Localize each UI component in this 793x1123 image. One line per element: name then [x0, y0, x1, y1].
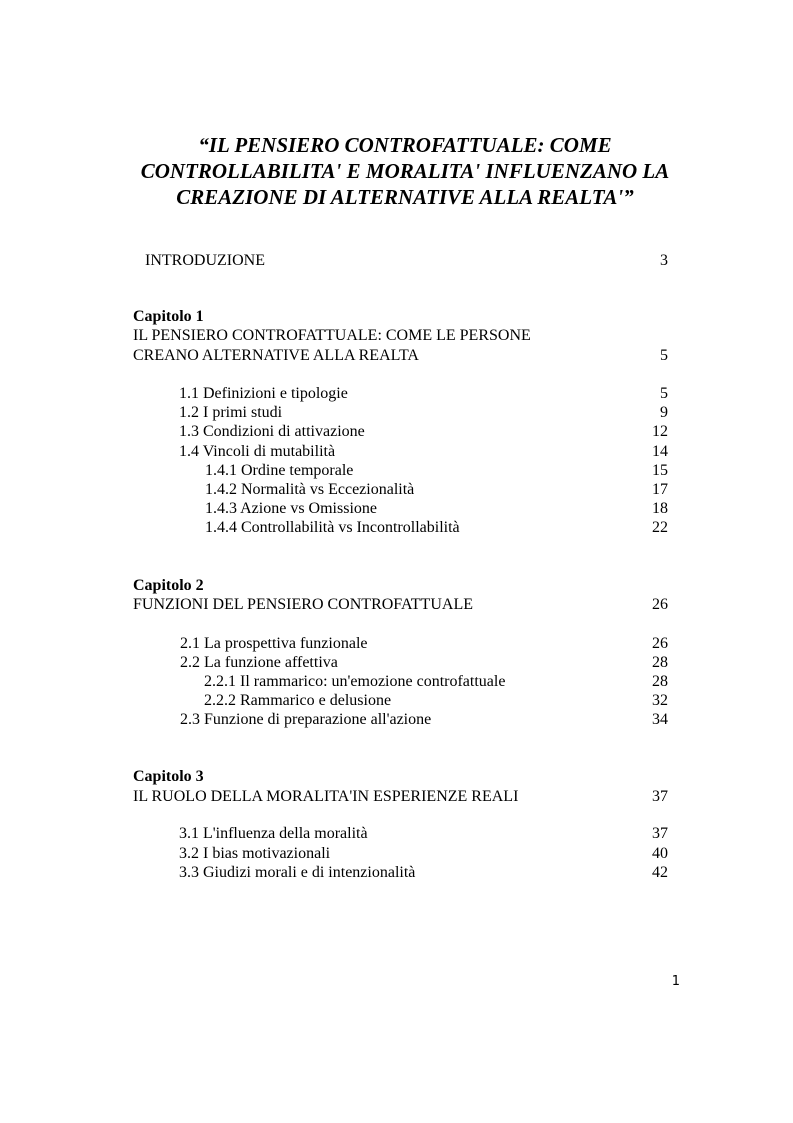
- toc-entry-page: 40: [652, 845, 668, 862]
- document-title: [100, 132, 710, 210]
- toc-subentry-page: 32: [652, 692, 668, 709]
- chapter-2-heading: Capitolo 2: [133, 577, 204, 594]
- toc-entry-label: 1.2 I primi studi: [179, 404, 283, 421]
- chapter-1-page: 5: [660, 347, 668, 364]
- title-line-3: CREAZIONE DI ALTERNATIVE ALLA REALTA'”: [176, 185, 634, 209]
- toc-subentry-label: 1.4.1 Ordine temporale: [205, 462, 354, 479]
- chapter-3-heading: Capitolo 3: [133, 768, 204, 785]
- toc-subentry-label: 1.4.3 Azione vs Omissione: [205, 500, 377, 517]
- toc-subentry-label: 2.2.2 Rammarico e delusione: [204, 692, 392, 709]
- toc-entry-label: 2.1 La prospettiva funzionale: [180, 635, 368, 652]
- toc-subentry-page: 17: [652, 481, 668, 498]
- toc-entry-label: 2.2 La funzione affettiva: [180, 654, 338, 671]
- toc-entry-label: 1.4 Vincoli di mutabilità: [179, 443, 336, 460]
- toc-entry-page: 26: [652, 635, 668, 652]
- toc-entry-label: 1.3 Condizioni di attivazione: [179, 423, 365, 440]
- chapter-1-title-line-2: CREANO ALTERNATIVE ALLA REALTA: [133, 347, 419, 364]
- toc-entry-label: 2.3 Funzione di preparazione all'azione: [180, 711, 432, 728]
- toc-entry-page: 28: [652, 654, 668, 671]
- title-line-2: CONTROLLABILITA' E MORALITA' INFLUENZANO LA: [140, 159, 670, 183]
- toc-subentry-label: 1.4.4 Controllabilità vs Incontrollabilità: [205, 519, 460, 536]
- chapter-1-title-line-1: IL PENSIERO CONTROFATTUALE: COME LE PERSONE: [133, 327, 531, 344]
- toc-entry-label: 1.1 Definizioni e tipologie: [179, 385, 348, 402]
- title-line-1: “IL PENSIERO CONTROFATTUALE: COME: [198, 133, 612, 157]
- toc-entry-page: 5: [660, 385, 668, 402]
- chapter-3-title: IL RUOLO DELLA MORALITA'IN ESPERIENZE REALI: [133, 788, 519, 805]
- toc-subentry-label: 2.2.1 Il rammarico: un'emozione controfattuale: [204, 673, 506, 690]
- toc-subentry-page: 22: [652, 519, 668, 536]
- chapter-3-page: 37: [652, 788, 668, 805]
- toc-entry-page: 42: [652, 864, 668, 881]
- chapter-2-page: 26: [652, 596, 668, 613]
- page-number: 1: [671, 974, 680, 989]
- toc-subentry-page: 28: [652, 673, 668, 690]
- chapter-2-title: FUNZIONI DEL PENSIERO CONTROFATTUALE: [133, 596, 473, 613]
- toc-entry-page: 9: [660, 404, 668, 421]
- toc-subentry-page: 15: [652, 462, 668, 479]
- toc-entry-page: 12: [652, 423, 668, 440]
- toc-entry-page: 34: [652, 711, 668, 728]
- toc-entry-label: 3.1 L'influenza della moralità: [179, 825, 368, 842]
- toc-entry-page: 37: [652, 825, 668, 842]
- toc-intro-page: 3: [660, 252, 668, 269]
- toc-entry-label: 3.3 Giudizi morali e di intenzionalità: [179, 864, 416, 881]
- toc-intro-label: INTRODUZIONE: [145, 252, 265, 269]
- chapter-1-heading: Capitolo 1: [133, 308, 204, 325]
- toc-subentry-page: 18: [652, 500, 668, 517]
- toc-entry-label: 3.2 I bias motivazionali: [179, 845, 331, 862]
- toc-entry-page: 14: [652, 443, 668, 460]
- toc-subentry-label: 1.4.2 Normalità vs Eccezionalità: [205, 481, 415, 498]
